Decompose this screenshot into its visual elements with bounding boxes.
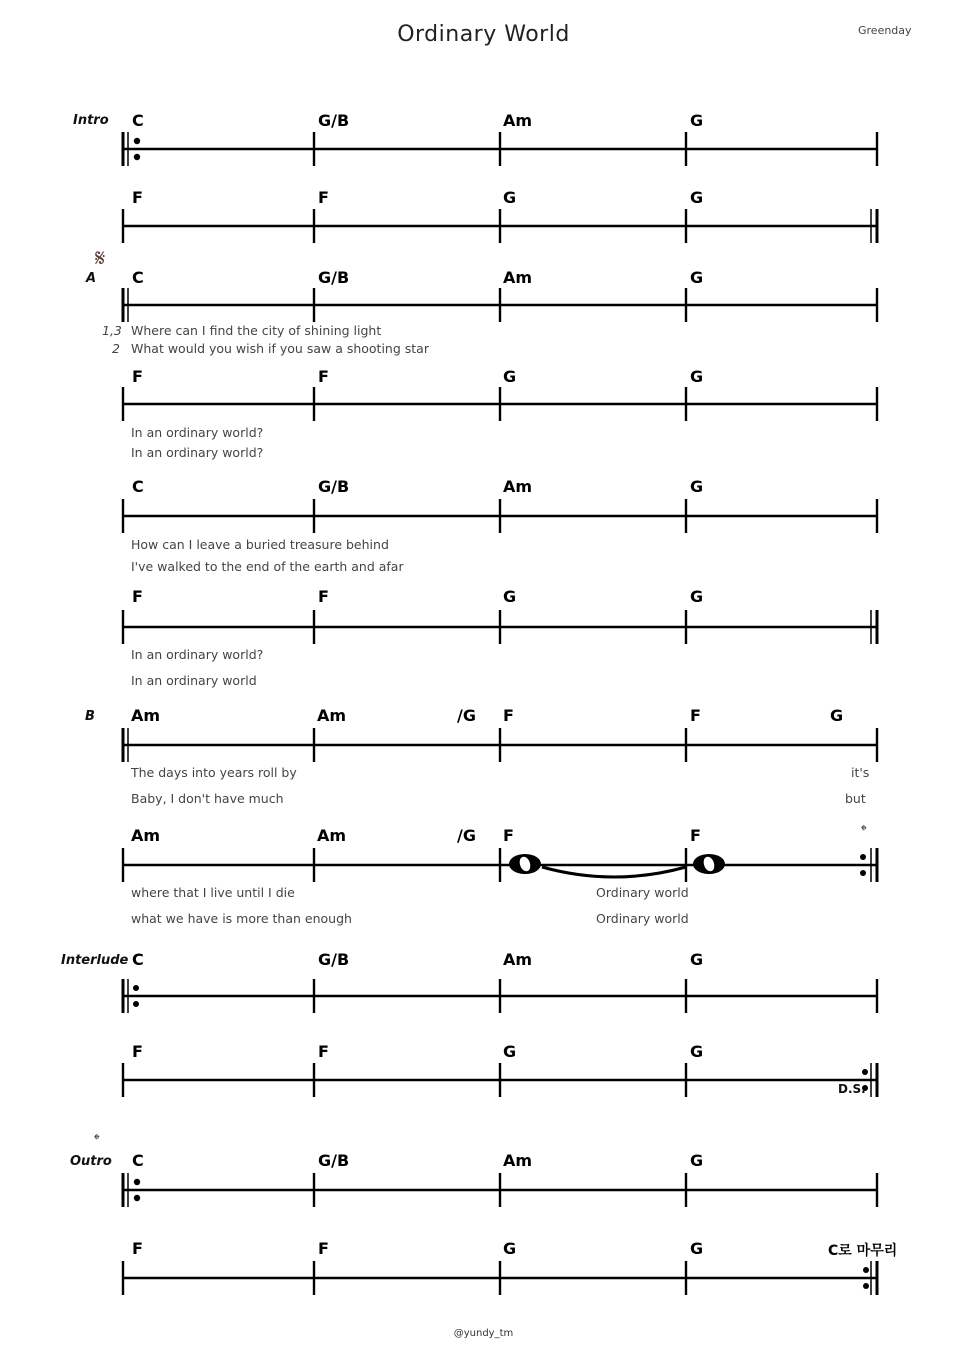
section-b: B [85,709,95,724]
chord: /G [457,706,476,725]
chord: G [690,188,704,207]
chord: Am [503,950,533,969]
chord: C [132,1151,144,1170]
chord: F [318,1239,329,1258]
chord: G [690,111,704,130]
chord: G [503,367,517,386]
song-title: Ordinary World [397,22,570,47]
chord: F [132,367,143,386]
lyric-line: where that I live until I die [131,885,295,900]
chord: F [132,188,143,207]
chord: G [830,706,844,725]
chord: G [503,1042,517,1061]
lyric-line: Baby, I don't have much [131,791,284,806]
chord: G/B [318,477,350,496]
section-a: A [86,271,97,286]
chord: G [503,1239,517,1258]
chord: F [132,1239,143,1258]
chord: Am [131,706,161,725]
chord: F [690,826,701,845]
chord: G [690,950,704,969]
lyric-line: Where can I find the city of shining light [131,323,382,338]
lyric-line-mid: Ordinary world [596,885,689,900]
chord: C [132,111,144,130]
chord: F [318,188,329,207]
chord: G [690,1042,704,1061]
chord: Am [503,477,533,496]
chord: G/B [318,111,350,130]
chord: G/B [318,268,350,287]
chord: G [503,587,517,606]
chord: G [503,188,517,207]
chord: C [132,268,144,287]
ds-marker: D.S. [838,1082,866,1096]
chord: Am [131,826,161,845]
chord: F [503,706,514,725]
ending-note: C로 마무리 [828,1243,898,1259]
lyric-line: The days into years roll by [131,765,297,780]
chord: F [132,1042,143,1061]
section-intro: Intro [73,113,109,128]
chord: G [690,1239,704,1258]
chord: F [690,706,701,725]
chord: F [318,587,329,606]
lyric-line-end: it's [851,765,870,780]
chord: Am [503,111,533,130]
credit: @yundy_tm [453,1328,514,1339]
chord: G/B [318,950,350,969]
lyric-line: What would you wish if you saw a shooting star [131,341,429,356]
lyric-line: I've walked to the end of the earth and afar [131,559,404,574]
verse-number: 1,3 [102,323,122,338]
chord: Am [503,268,533,287]
chord: F [318,367,329,386]
segno-icon: 𝄋 [95,244,106,272]
coda-icon: 𝄌 [94,1130,100,1149]
chord: Am [503,1151,533,1170]
section-outro: Outro [70,1154,112,1169]
chord: Am [317,706,347,725]
chord: G [690,367,704,386]
chord: G [690,1151,704,1170]
lyric-line: In an ordinary world? [131,445,264,460]
chord: C [132,950,144,969]
chord: Am [317,826,347,845]
chord: C [132,477,144,496]
whole-note-2 [693,854,725,874]
lyric-line: How can I leave a buried treasure behind [131,537,389,552]
lyric-line: In an ordinary world [131,673,257,688]
chord: G [690,587,704,606]
lyric-line: In an ordinary world? [131,647,264,662]
chord: F [503,826,514,845]
coda-icon: 𝄌 [861,821,867,840]
lyric-line: In an ordinary world? [131,425,264,440]
section-interlude: Interlude [61,953,129,968]
whole-note-1 [509,854,541,874]
lyric-line: what we have is more than enough [131,911,352,926]
artist-name: Greenday [858,24,912,37]
chord: F [132,587,143,606]
lyric-line-mid: Ordinary world [596,911,689,926]
chord: G [690,477,704,496]
chord: /G [457,826,476,845]
verse-number: 2 [112,341,120,356]
chord: G/B [318,1151,350,1170]
chord: G [690,268,704,287]
lyric-line-end: but [845,791,866,806]
chord: F [318,1042,329,1061]
